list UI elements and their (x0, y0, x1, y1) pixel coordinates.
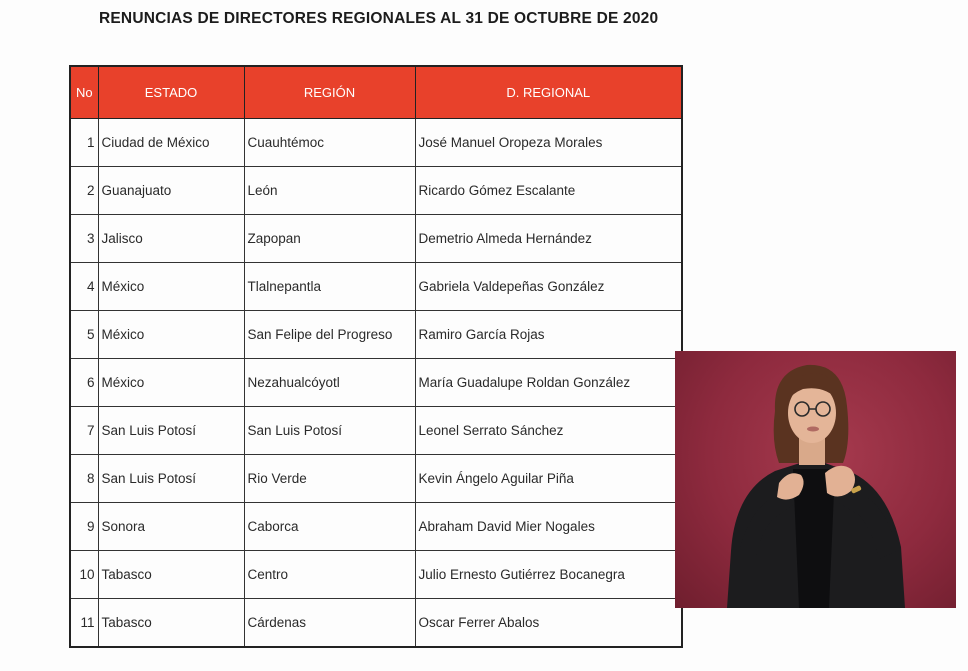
cell-estado: Tabasco (98, 599, 244, 648)
cell-estado: México (98, 263, 244, 311)
cell-region: León (244, 167, 415, 215)
table-row (70, 263, 682, 311)
cell-region: Cárdenas (244, 599, 415, 648)
cell-estado: México (98, 359, 244, 407)
cell-estado: Ciudad de México (98, 119, 244, 167)
header-estado: ESTADO (98, 66, 244, 119)
cell-region: San Felipe del Progreso (244, 311, 415, 359)
table-header-row (70, 66, 682, 119)
header-d-regional: D. REGIONAL (415, 66, 682, 119)
cell-region: San Luis Potosí (244, 407, 415, 455)
table-row (70, 551, 682, 599)
cell-region: Rio Verde (244, 455, 415, 503)
sign-language-interpreter-video (675, 351, 956, 608)
cell-no: 5 (70, 311, 98, 359)
cell-no: 1 (70, 119, 98, 167)
table-row (70, 167, 682, 215)
cell-d-regional: Julio Ernesto Gutiérrez Bocanegra (415, 551, 682, 599)
table-row (70, 215, 682, 263)
table-row (70, 119, 682, 167)
cell-estado: México (98, 311, 244, 359)
table-row (70, 455, 682, 503)
table-row (70, 407, 682, 455)
cell-d-regional: José Manuel Oropeza Morales (415, 119, 682, 167)
cell-no: 11 (70, 599, 98, 648)
cell-no: 10 (70, 551, 98, 599)
cell-region: Cuauhtémoc (244, 119, 415, 167)
resignations-table (69, 65, 683, 648)
table-row (70, 359, 682, 407)
cell-region: Zapopan (244, 215, 415, 263)
table-row (70, 503, 682, 551)
table-body (70, 119, 682, 648)
cell-estado: Tabasco (98, 551, 244, 599)
cell-no: 4 (70, 263, 98, 311)
cell-region: Centro (244, 551, 415, 599)
cell-estado: San Luis Potosí (98, 407, 244, 455)
header-region: REGIÓN (244, 66, 415, 119)
cell-estado: Guanajuato (98, 167, 244, 215)
cell-d-regional: Abraham David Mier Nogales (415, 503, 682, 551)
cell-d-regional: Leonel Serrato Sánchez (415, 407, 682, 455)
cell-no: 9 (70, 503, 98, 551)
cell-no: 6 (70, 359, 98, 407)
header-no: No (70, 66, 98, 119)
table-row (70, 311, 682, 359)
cell-d-regional: Ricardo Gómez Escalante (415, 167, 682, 215)
page-title: RENUNCIAS DE DIRECTORES REGIONALES AL 31 DE OCTUBRE DE 2020 (99, 10, 659, 27)
cell-d-regional: Kevin Ángelo Aguilar Piña (415, 455, 682, 503)
cell-region: Caborca (244, 503, 415, 551)
cell-no: 7 (70, 407, 98, 455)
cell-region: Nezahualcóyotl (244, 359, 415, 407)
cell-no: 3 (70, 215, 98, 263)
interpreter-figure (675, 351, 956, 608)
cell-estado: Jalisco (98, 215, 244, 263)
cell-estado: San Luis Potosí (98, 455, 244, 503)
cell-d-regional: Ramiro García Rojas (415, 311, 682, 359)
cell-d-regional: María Guadalupe Roldan González (415, 359, 682, 407)
cell-region: Tlalnepantla (244, 263, 415, 311)
cell-estado: Sonora (98, 503, 244, 551)
cell-no: 2 (70, 167, 98, 215)
cell-no: 8 (70, 455, 98, 503)
table-row (70, 599, 682, 648)
cell-d-regional: Demetrio Almeda Hernández (415, 215, 682, 263)
cell-d-regional: Gabriela Valdepeñas González (415, 263, 682, 311)
cell-d-regional: Oscar Ferrer Abalos (415, 599, 682, 648)
